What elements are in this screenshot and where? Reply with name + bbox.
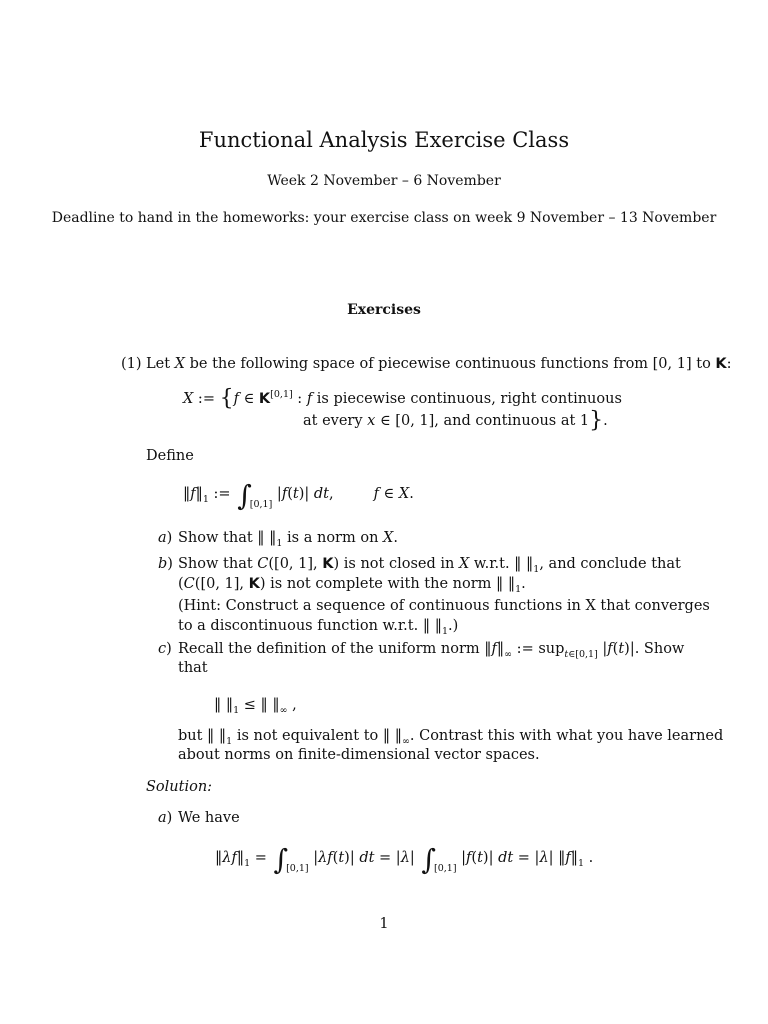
week-range: Week 2 November – 6 November [267,173,501,189]
document-title: Functional Analysis Exercise Class [198,128,570,152]
solution-label: Solution: [146,779,213,795]
space-definition-line2: at every x ∈ [0, 1], and continuous at 1}. [303,408,608,433]
solution-part-a: a) We have [158,810,240,826]
part-b-hint2: to a discontinuous function w.r.t. ‖ $‖_1$.) [178,618,459,637]
part-a: a) Show that ‖ $‖_1$ is a norm on X. [158,530,398,549]
exercise-intro: Let X be the following space of piecewise continuous functions from [0, 1] to K: [146,356,732,372]
exercise-number: (1) [121,356,142,372]
part-c-line1: c) Recall the definition of the uniform norm $‖f‖_\infty$ := sup$_{t\in[0,1]}$ |f(t)|. Show [158,641,685,660]
part-b-line1: b) Show that C([0, 1], K) is not closed in X w.r.t. ‖ $‖_1$, and conclude that [158,556,681,575]
homogeneity-equation: $‖\lambda f‖_1 = \int_{[0,1]}$ |λf(t)| dt = |λ| $\int_{[0,1]}$ |f(t)| dt = |λ| $‖f‖_1$ . [215,843,594,876]
page-number: 1 [379,916,389,932]
l1-norm-definition: $‖f‖_1$ := $\int_{[0,1]}$ |f(t)| dt, f ∈ X. [183,479,414,512]
solution-part-a-text: We have [178,810,240,826]
define-label: Define [146,448,194,464]
section-heading: Exercises [347,302,421,318]
space-definition-line1: X := {f ∈ K[0,1] : f is piecewise continuous, right continuous [183,385,622,411]
part-c-after1: but ‖ $‖_1$ is not equivalent to ‖ $‖_\infty$. Contrast this with what you have learned [178,728,724,747]
part-b-line2: (C([0, 1], K) is not complete with the norm ‖ $‖_1$. [178,576,526,595]
norm-inequality: ‖ $‖_1$ ≤ ‖ $‖_\infty$ , [214,697,297,716]
part-c-after2: about norms on finite-dimensional vector spaces. [178,747,540,763]
deadline-note: Deadline to hand in the homeworks: your exercise class on week 9 November – 13 November [51,210,717,226]
part-c-line2: that [178,660,208,676]
part-b-hint1: (Hint: Construct a sequence of continuous functions in X that converges [178,598,710,614]
